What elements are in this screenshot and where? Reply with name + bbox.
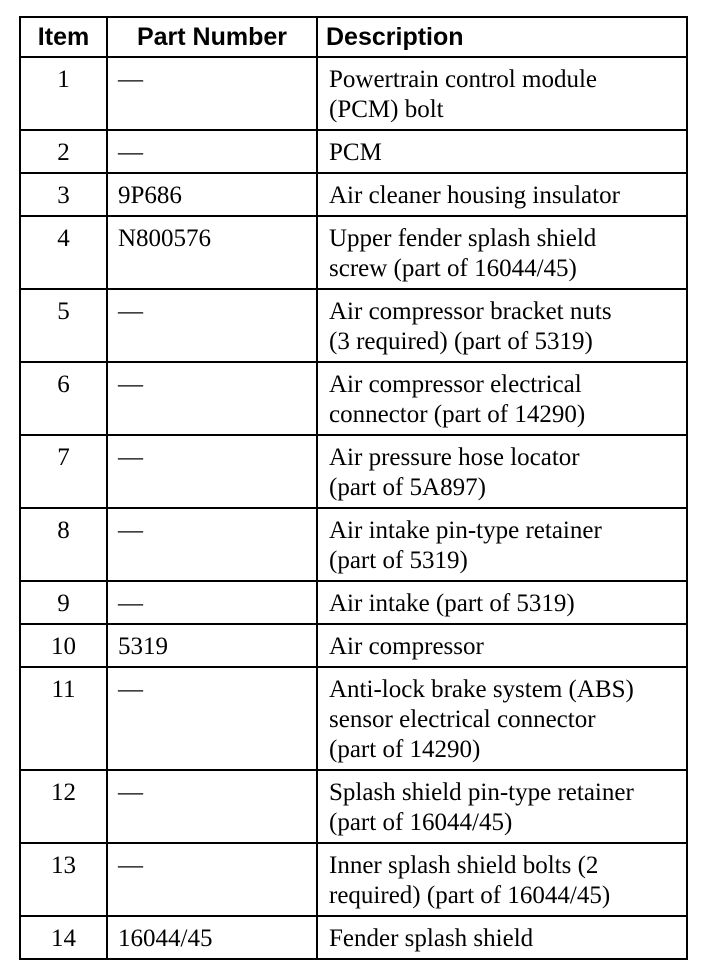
- header-part-number: Part Number: [107, 17, 317, 57]
- description-cell: [317, 130, 687, 173]
- description-line: (part of 16044/45): [329, 809, 513, 836]
- part-number-cell: 9P686: [107, 173, 317, 216]
- item-number-cell: 14: [20, 916, 107, 959]
- part-number-cell: —: [107, 57, 317, 130]
- description-cell: [317, 362, 687, 435]
- table-row: [20, 581, 687, 624]
- part-number-cell: —: [107, 581, 317, 624]
- part-number-cell: —: [107, 435, 317, 508]
- table-row: [20, 57, 687, 130]
- description-line: connector (part of 14290): [329, 401, 586, 428]
- description-line: Fender splash shield: [329, 925, 534, 952]
- description-line: (part of 5319): [329, 547, 468, 574]
- description-cell: [317, 173, 687, 216]
- header-item: Item: [20, 17, 107, 57]
- description-line: screw (part of 16044/45): [329, 255, 577, 282]
- item-number-cell: 5: [20, 289, 107, 362]
- item-number-cell: 8: [20, 508, 107, 581]
- part-number-cell: —: [107, 289, 317, 362]
- part-number-cell: —: [107, 770, 317, 843]
- header-description: Description: [317, 17, 687, 57]
- item-number-cell: 9: [20, 581, 107, 624]
- description-cell: [317, 289, 687, 362]
- item-number-cell: 1: [20, 57, 107, 130]
- table-row: [20, 130, 687, 173]
- description-line: Splash shield pin-type retainer: [329, 779, 634, 806]
- description-line: Air pressure hose locator: [329, 444, 580, 471]
- part-number-cell: —: [107, 130, 317, 173]
- part-number-cell: —: [107, 362, 317, 435]
- item-number-cell: 4: [20, 216, 107, 289]
- table-row: [20, 173, 687, 216]
- description-line: (part of 14290): [329, 736, 481, 763]
- description-cell: [317, 435, 687, 508]
- item-number-cell: 7: [20, 435, 107, 508]
- description-line: Air compressor electrical: [329, 371, 582, 398]
- description-cell: [317, 508, 687, 581]
- description-line: Air compressor: [329, 633, 484, 660]
- description-cell: [317, 216, 687, 289]
- table-row: [20, 624, 687, 667]
- item-number-cell: 3: [20, 173, 107, 216]
- description-line: PCM: [329, 139, 382, 166]
- description-line: Air intake pin-type retainer: [329, 517, 602, 544]
- part-number-cell: 16044/45: [107, 916, 317, 959]
- description-line: Inner splash shield bolts (2: [329, 852, 599, 879]
- part-number-cell: —: [107, 667, 317, 770]
- part-number-cell: —: [107, 508, 317, 581]
- description-cell: [317, 843, 687, 916]
- header-row: [20, 17, 687, 57]
- description-line: (3 required) (part of 5319): [329, 328, 593, 355]
- description-line: Air intake (part of 5319): [329, 590, 575, 617]
- part-number-cell: 5319: [107, 624, 317, 667]
- description-line: Upper fender splash shield: [329, 225, 597, 252]
- description-line: Air cleaner housing insulator: [329, 182, 620, 209]
- table-row: [20, 435, 687, 508]
- table-row: [20, 362, 687, 435]
- table-row: [20, 770, 687, 843]
- description-cell: [317, 624, 687, 667]
- table-row: [20, 216, 687, 289]
- description-line: required) (part of 16044/45): [329, 882, 611, 909]
- parts-table: [19, 16, 688, 960]
- description-line: (part of 5A897): [329, 474, 486, 501]
- table-row: [20, 667, 687, 770]
- description-cell: [317, 916, 687, 959]
- description-line: Air compressor bracket nuts: [329, 298, 612, 325]
- part-number-cell: —: [107, 843, 317, 916]
- description-cell: [317, 581, 687, 624]
- item-number-cell: 12: [20, 770, 107, 843]
- description-cell: [317, 770, 687, 843]
- table-row: [20, 916, 687, 959]
- item-number-cell: 10: [20, 624, 107, 667]
- item-number-cell: 6: [20, 362, 107, 435]
- description-line: (PCM) bolt: [329, 96, 444, 123]
- description-cell: [317, 667, 687, 770]
- item-number-cell: 2: [20, 130, 107, 173]
- table-row: [20, 843, 687, 916]
- item-number-cell: 11: [20, 667, 107, 770]
- description-line: sensor electrical connector: [329, 706, 596, 733]
- description-cell: [317, 57, 687, 130]
- description-line: Anti-lock brake system (ABS): [329, 676, 634, 703]
- table-row: [20, 508, 687, 581]
- part-number-cell: N800576: [107, 216, 317, 289]
- table-row: [20, 289, 687, 362]
- item-number-cell: 13: [20, 843, 107, 916]
- description-line: Powertrain control module: [329, 66, 597, 93]
